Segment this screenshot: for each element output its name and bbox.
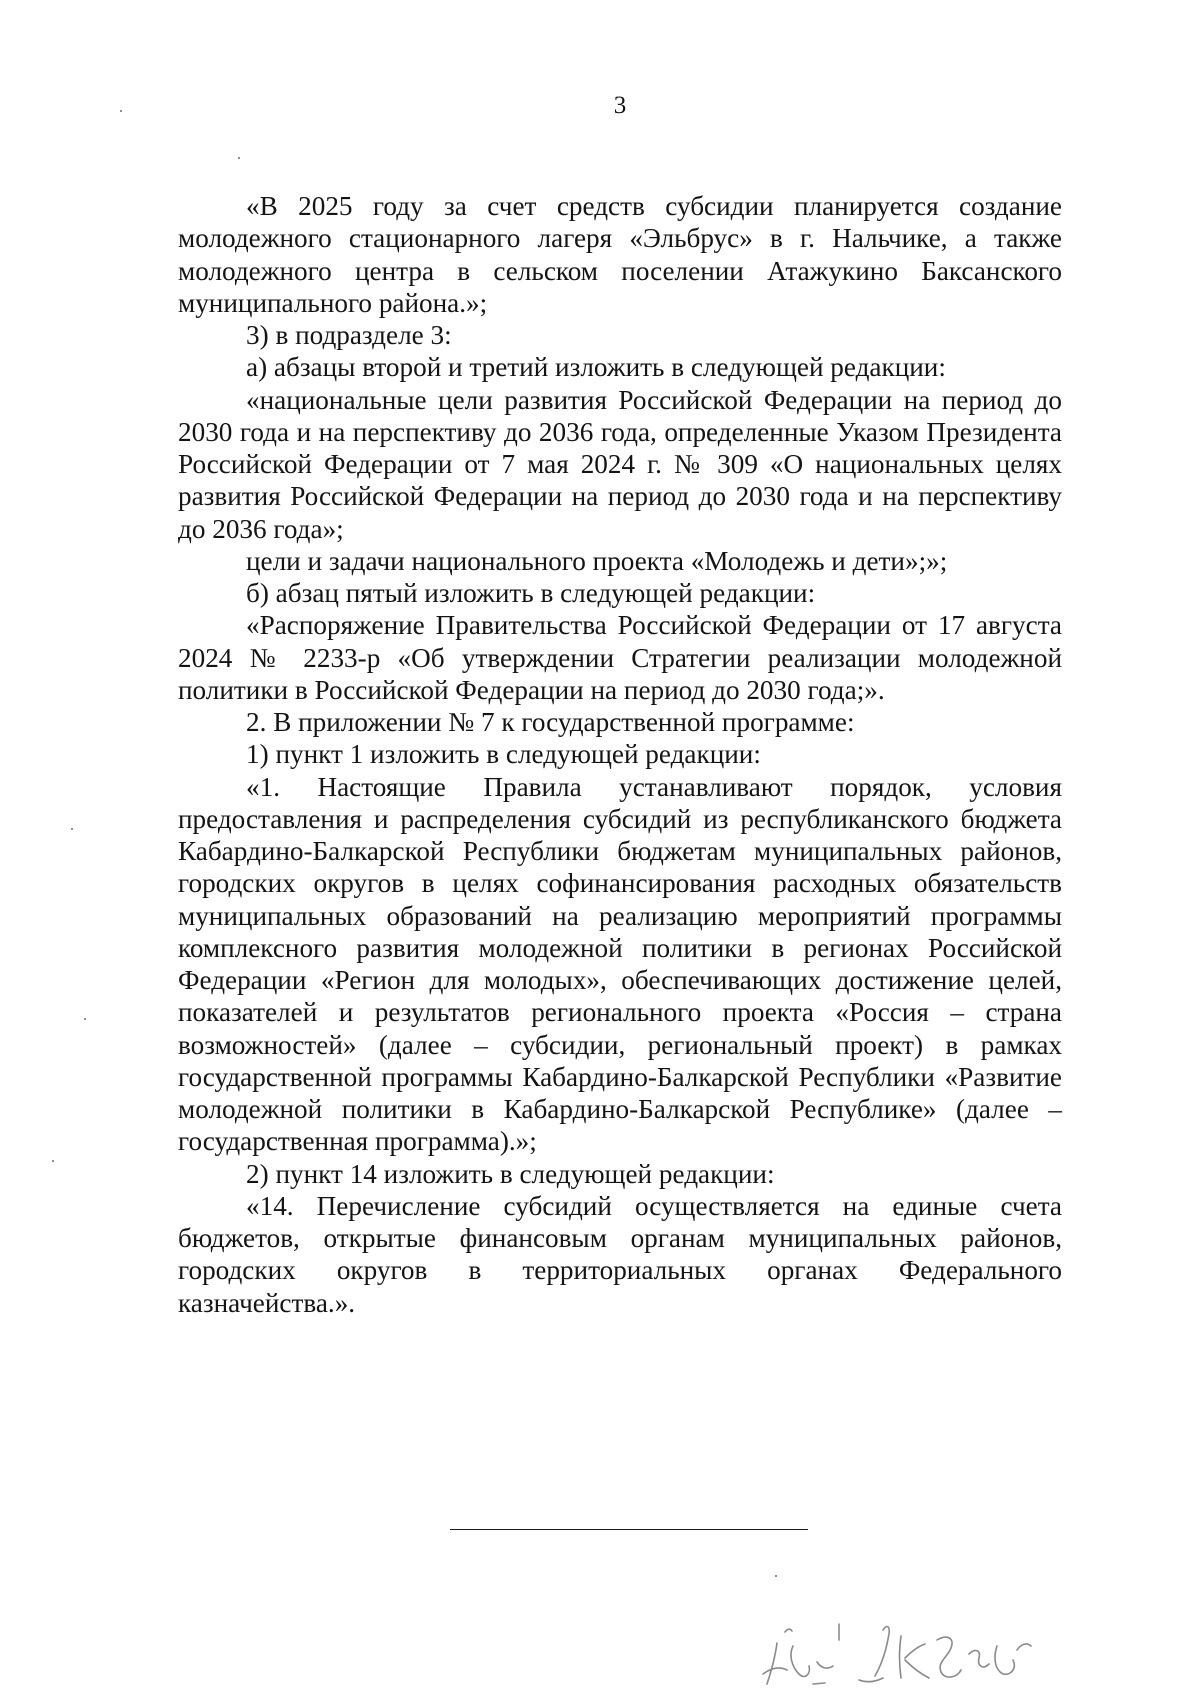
paragraph-national-project: цели и задачи национального проекта «Молодежь и дети»;»; bbox=[246, 545, 948, 576]
page-number: 3 bbox=[613, 92, 627, 119]
paragraph-government-order: «Распоряжение Правительства Российской Федерации от 17 августа 2024 № 2233-р «Об утверждении Стратегии реализации молодежной политики в Российской Федерации на период до 2030 года;». bbox=[178, 610, 1062, 705]
scan-speck bbox=[71, 828, 73, 830]
paragraph-national-goals: «национальные цели развития Российской Федерации на период до 2030 года и на перспективу до 2036 года, определенные Указом Президента Российской Федерации от 7 мая 2024 г. № 309 «О национальных целях развития Российской Федерации на период до 2030 года и на перспективу до 2036 года»; bbox=[178, 384, 1062, 544]
document-body bbox=[178, 190, 1062, 1319]
paragraph-item-b: б) абзац пятый изложить в следующей редакции: bbox=[246, 578, 816, 608]
scan-speck bbox=[775, 1575, 777, 1577]
closing-separator-line bbox=[450, 1529, 808, 1530]
handwritten-initials-mark bbox=[755, 1588, 1085, 1693]
paragraph-point-1-text: «1. Настоящие Правила устанавливают порядок, условия предоставления и распределения субсидий из республиканского бюджета Кабардино-Балкарской Республики бюджетам муниципальных районов, городских округов в целях софинансирования расходных обязательств муниципальных образований на реализацию мероприятий программы комплексного развития молодежной политики в регионах Российской Федерации «Регион для молодых», обеспечивающих достижение целей, показателей и результатов регионального проекта «Россия – страна возможностей» (далее – субсидии, региональный проект) в рамках государственной программы Кабардино-Балкарской Республики «Развитие молодежной политики в Кабардино-Балкарской Республике» (далее – государственная программа).»; bbox=[178, 771, 1062, 1157]
paragraph-item-a: а) абзацы второй и третий изложить в следующей редакции: bbox=[246, 352, 946, 383]
paragraph-point-1-heading: 1) пункт 1 изложить в следующей редакции: bbox=[246, 739, 761, 770]
paragraph-point-14-text: «14. Перечисление субсидий осуществляется на единые счета бюджетов, открытые финансовым органам муниципальных районов, городских округов в территориальных органах Федерального казначейства.». bbox=[178, 1190, 1062, 1318]
scan-speck bbox=[120, 110, 122, 112]
paragraph-appendix-7: 2. В приложении № 7 к государственной программе: bbox=[246, 707, 855, 737]
paragraph-point-14-heading: 2) пункт 14 изложить в следующей редакции: bbox=[246, 1158, 775, 1189]
scan-speck bbox=[84, 1018, 86, 1020]
scan-speck bbox=[238, 157, 240, 159]
paragraph-subsidy-plans-2025: «В 2025 году за счет средств субсидии планируется создание молодежного стационарного лагеря «Эльбрус» в г. Нальчике, а также молодежного центра в сельском поселении Атажукино Баксанского муниципального района.»; bbox=[178, 191, 1062, 318]
scan-speck bbox=[52, 1160, 54, 1162]
paragraph-subsection-3: 3) в подразделе 3: bbox=[246, 320, 452, 350]
